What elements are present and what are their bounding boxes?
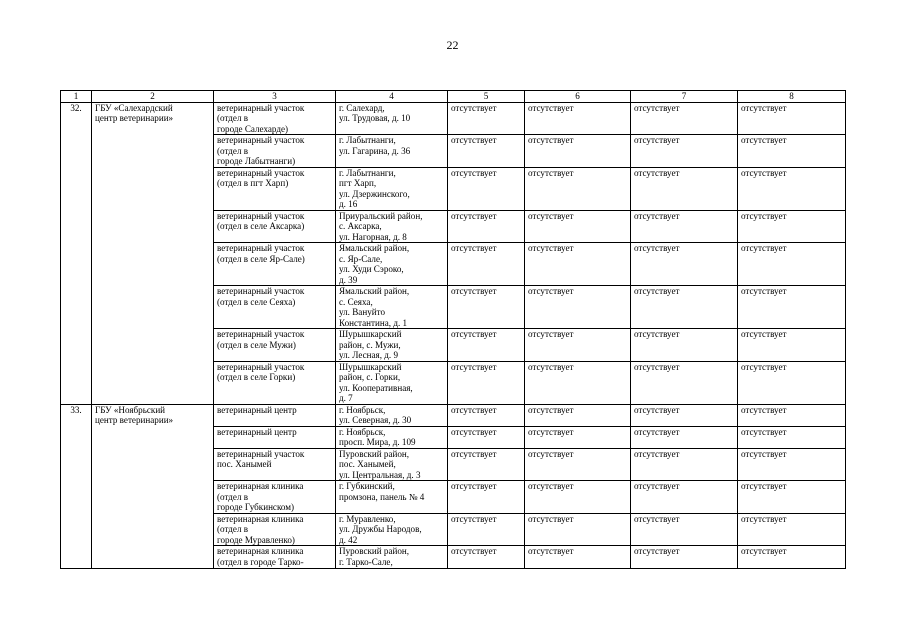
unit-address [336, 210, 448, 243]
unit-name [214, 448, 336, 481]
unit-address-line: д. 42 [339, 534, 358, 545]
unit-address-line: д. 39 [339, 274, 358, 285]
value-c7: отсутствует [631, 546, 738, 569]
unit-address-line: ул. Дружбы Народов, [339, 524, 422, 534]
unit-name-line: (отдел в селе Яр-Сале) [217, 253, 305, 264]
value-c6: отсутствует [525, 426, 631, 448]
unit-address-line: с. Сеяха, [339, 296, 373, 307]
value-c5: отсутствует [448, 513, 525, 546]
unit-name-line: ветеринарный участок [217, 329, 305, 339]
value-c5: отсутствует [448, 546, 525, 569]
value-c6: отсутствует [525, 102, 631, 135]
veterinary-institutions-table [60, 90, 846, 569]
unit-address-line: район, с. Горки, [339, 372, 401, 382]
unit-name [214, 243, 336, 286]
unit-name-line: ветеринарный участок [217, 286, 305, 296]
unit-address [336, 546, 448, 569]
unit-address-line: ул. Вануйто [339, 307, 386, 317]
value-c7: отсутствует [631, 448, 738, 481]
column-header-3: 3 [214, 91, 336, 103]
unit-name-line: (отдел в пгт Харп) [217, 178, 289, 188]
unit-name-line: ветеринарный участок [217, 167, 305, 178]
unit-name-line: пос. Ханымей [217, 459, 272, 469]
value-c5: отсутствует [448, 210, 525, 243]
unit-address-line: с. Яр-Сале, [339, 253, 383, 264]
organization-name-line: центр ветеринарии» [95, 113, 174, 123]
unit-address-line: Шурышкарский [339, 329, 402, 339]
column-header-7: 7 [631, 91, 738, 103]
value-c7: отсутствует [631, 135, 738, 168]
organization-name-line: ГБУ «Ноябрьский [95, 404, 166, 415]
unit-address-line: промзона, панель № 4 [339, 491, 425, 502]
unit-name-line: (отдел в [217, 145, 249, 156]
value-c8: отсутствует [738, 329, 846, 362]
value-c6: отсутствует [525, 448, 631, 481]
unit-name [214, 426, 336, 448]
value-c6: отсутствует [525, 329, 631, 362]
unit-address [336, 135, 448, 168]
unit-name-line: ветеринарный участок [217, 135, 305, 145]
organization-name [92, 404, 214, 569]
organization-name [92, 102, 214, 404]
value-c8: отсутствует [738, 210, 846, 243]
unit-address-line: ул. Трудовая, д. 10 [339, 113, 411, 123]
unit-address-line: ул. Северная, д. 30 [339, 415, 412, 425]
value-c6: отсутствует [525, 210, 631, 243]
unit-address-line: ул. Лесная, д. 9 [339, 350, 398, 360]
unit-address [336, 481, 448, 514]
value-c6: отсутствует [525, 404, 631, 426]
value-c5: отсутствует [448, 448, 525, 481]
value-c8: отсутствует [738, 448, 846, 481]
value-c8: отсутствует [738, 426, 846, 448]
value-c6: отсутствует [525, 167, 631, 210]
unit-name-line: городе Муравленко) [217, 534, 295, 545]
unit-address-line: г. Ноябрьск, [339, 404, 386, 415]
unit-address-line: г. Губкинский, [339, 481, 395, 491]
value-c7: отсутствует [631, 329, 738, 362]
unit-address-line: ул. Кооперативная, [339, 382, 413, 393]
unit-name-line: ветеринарный центр [217, 404, 297, 415]
value-c7: отсутствует [631, 210, 738, 243]
column-header-8: 8 [738, 91, 846, 103]
value-c6: отсутствует [525, 513, 631, 546]
unit-name [214, 481, 336, 514]
value-c8: отсутствует [738, 513, 846, 546]
unit-address [336, 448, 448, 481]
unit-name [214, 329, 336, 362]
unit-address-line: просп. Мира, д. 109 [339, 437, 416, 447]
unit-address-line: Ямальский район, [339, 286, 410, 296]
unit-address-line: г. Лабытнанги, [339, 135, 396, 145]
value-c8: отсутствует [738, 404, 846, 426]
unit-name-line: (отдел в селе Сеяха) [217, 296, 296, 307]
unit-name [214, 361, 336, 404]
unit-address-line: ул. Центральная, д. 3 [339, 469, 421, 480]
unit-address [336, 286, 448, 329]
column-header-6: 6 [525, 91, 631, 103]
unit-address-line: г. Лабытнанги, [339, 167, 396, 178]
unit-address-line: пос. Ханымей, [339, 459, 396, 469]
unit-name [214, 546, 336, 569]
unit-address-line: Константина, д. 1 [339, 317, 408, 328]
unit-name [214, 404, 336, 426]
unit-name-line: городе Лабытнанги) [217, 156, 296, 166]
unit-name [214, 210, 336, 243]
unit-address-line: с. Аксарка, [339, 221, 382, 231]
value-c8: отсутствует [738, 286, 846, 329]
organization-name-line: ГБУ «Салехардский [95, 102, 173, 113]
unit-name-line: ветеринарный участок [217, 243, 305, 253]
unit-name-line: ветеринарный участок [217, 210, 305, 221]
unit-name [214, 513, 336, 546]
value-c5: отсутствует [448, 286, 525, 329]
value-c5: отсутствует [448, 404, 525, 426]
value-c8: отсутствует [738, 167, 846, 210]
row-number: 33. [61, 404, 92, 569]
value-c6: отсутствует [525, 361, 631, 404]
unit-address-line: район, с. Мужи, [339, 339, 401, 350]
unit-address [336, 243, 448, 286]
value-c8: отсутствует [738, 361, 846, 404]
row-number: 32. [61, 102, 92, 404]
organization-name-line: центр ветеринарии» [95, 415, 174, 425]
value-c7: отсутствует [631, 404, 738, 426]
value-c5: отсутствует [448, 426, 525, 448]
value-c5: отсутствует [448, 329, 525, 362]
unit-name-line: ветеринарный участок [217, 448, 305, 459]
column-header-1: 1 [61, 91, 92, 103]
unit-address-line: Ямальский район, [339, 243, 410, 253]
unit-name-line: ветеринарный участок [217, 361, 305, 372]
unit-name-line: ветеринарная клиника [217, 513, 304, 524]
value-c7: отсутствует [631, 513, 738, 546]
unit-name-line: (отдел в [217, 113, 249, 123]
unit-name [214, 167, 336, 210]
value-c5: отсутствует [448, 167, 525, 210]
unit-address-line: Пуровский район, [339, 448, 410, 459]
value-c7: отсутствует [631, 481, 738, 514]
value-c8: отсутствует [738, 481, 846, 514]
page-number: 22 [446, 38, 459, 52]
column-header-4: 4 [336, 91, 448, 103]
unit-name-line: ветеринарный участок [217, 102, 305, 113]
value-c6: отсутствует [525, 546, 631, 569]
value-c7: отсутствует [631, 286, 738, 329]
value-c6: отсутствует [525, 286, 631, 329]
unit-address [336, 404, 448, 426]
unit-address [336, 167, 448, 210]
unit-address [336, 329, 448, 362]
value-c7: отсутствует [631, 167, 738, 210]
value-c5: отсутствует [448, 102, 525, 135]
unit-address-line: ул. Нагорная, д. 8 [339, 231, 407, 242]
value-c7: отсутствует [631, 361, 738, 404]
unit-address-line: Шурышкарский [339, 361, 402, 372]
unit-address-line: г. Салехард, [339, 102, 385, 113]
unit-address-line: д. 7 [339, 393, 353, 403]
unit-address [336, 361, 448, 404]
unit-address-line: г. Муравленко, [339, 513, 396, 524]
table-row [61, 102, 846, 135]
unit-address-line: Пуровский район, [339, 546, 410, 556]
unit-name [214, 102, 336, 135]
value-c8: отсутствует [738, 102, 846, 135]
unit-address-line: пгт Харп, [339, 178, 377, 188]
unit-address-line: Приуральский район, [339, 210, 423, 221]
value-c6: отсутствует [525, 481, 631, 514]
unit-address [336, 513, 448, 546]
value-c7: отсутствует [631, 426, 738, 448]
unit-name-line: (отдел в селе Мужи) [217, 339, 296, 350]
column-header-row [61, 91, 846, 103]
unit-address-line: д. 16 [339, 199, 358, 209]
unit-name-line: городе Губкинском) [217, 502, 295, 512]
unit-name-line: (отдел в [217, 524, 249, 534]
value-c5: отсутствует [448, 361, 525, 404]
column-header-2: 2 [92, 91, 214, 103]
unit-address [336, 102, 448, 135]
value-c8: отсутствует [738, 243, 846, 286]
unit-address-line: г. Ноябрьск, [339, 426, 386, 437]
column-header-5: 5 [448, 91, 525, 103]
value-c5: отсутствует [448, 481, 525, 514]
unit-address-line: ул. Худи Сэроко, [339, 264, 404, 274]
value-c8: отсутствует [738, 546, 846, 569]
value-c8: отсутствует [738, 135, 846, 168]
value-c7: отсутствует [631, 243, 738, 286]
unit-address-line: г. Тарко-Сале, [339, 556, 393, 567]
unit-name-line: ветеринарная клиника [217, 481, 304, 491]
unit-address [336, 426, 448, 448]
table-row [61, 404, 846, 426]
value-c6: отсутствует [525, 243, 631, 286]
unit-name-line: городе Салехарде) [217, 123, 289, 134]
unit-name-line: ветеринарный центр [217, 426, 297, 437]
unit-name [214, 135, 336, 168]
unit-address-line: ул. Дзержинского, [339, 188, 410, 199]
unit-name-line: (отдел в [217, 491, 249, 502]
value-c5: отсутствует [448, 135, 525, 168]
unit-address-line: ул. Гагарина, д. 36 [339, 145, 411, 156]
unit-name-line: (отдел в селе Аксарка) [217, 221, 305, 231]
unit-name-line: ветеринарная клиника [217, 546, 304, 556]
unit-name-line: (отдел в селе Горки) [217, 372, 296, 382]
value-c6: отсутствует [525, 135, 631, 168]
unit-name-line: (отдел в городе Тарко- [217, 556, 304, 567]
value-c5: отсутствует [448, 243, 525, 286]
unit-name [214, 286, 336, 329]
value-c7: отсутствует [631, 102, 738, 135]
